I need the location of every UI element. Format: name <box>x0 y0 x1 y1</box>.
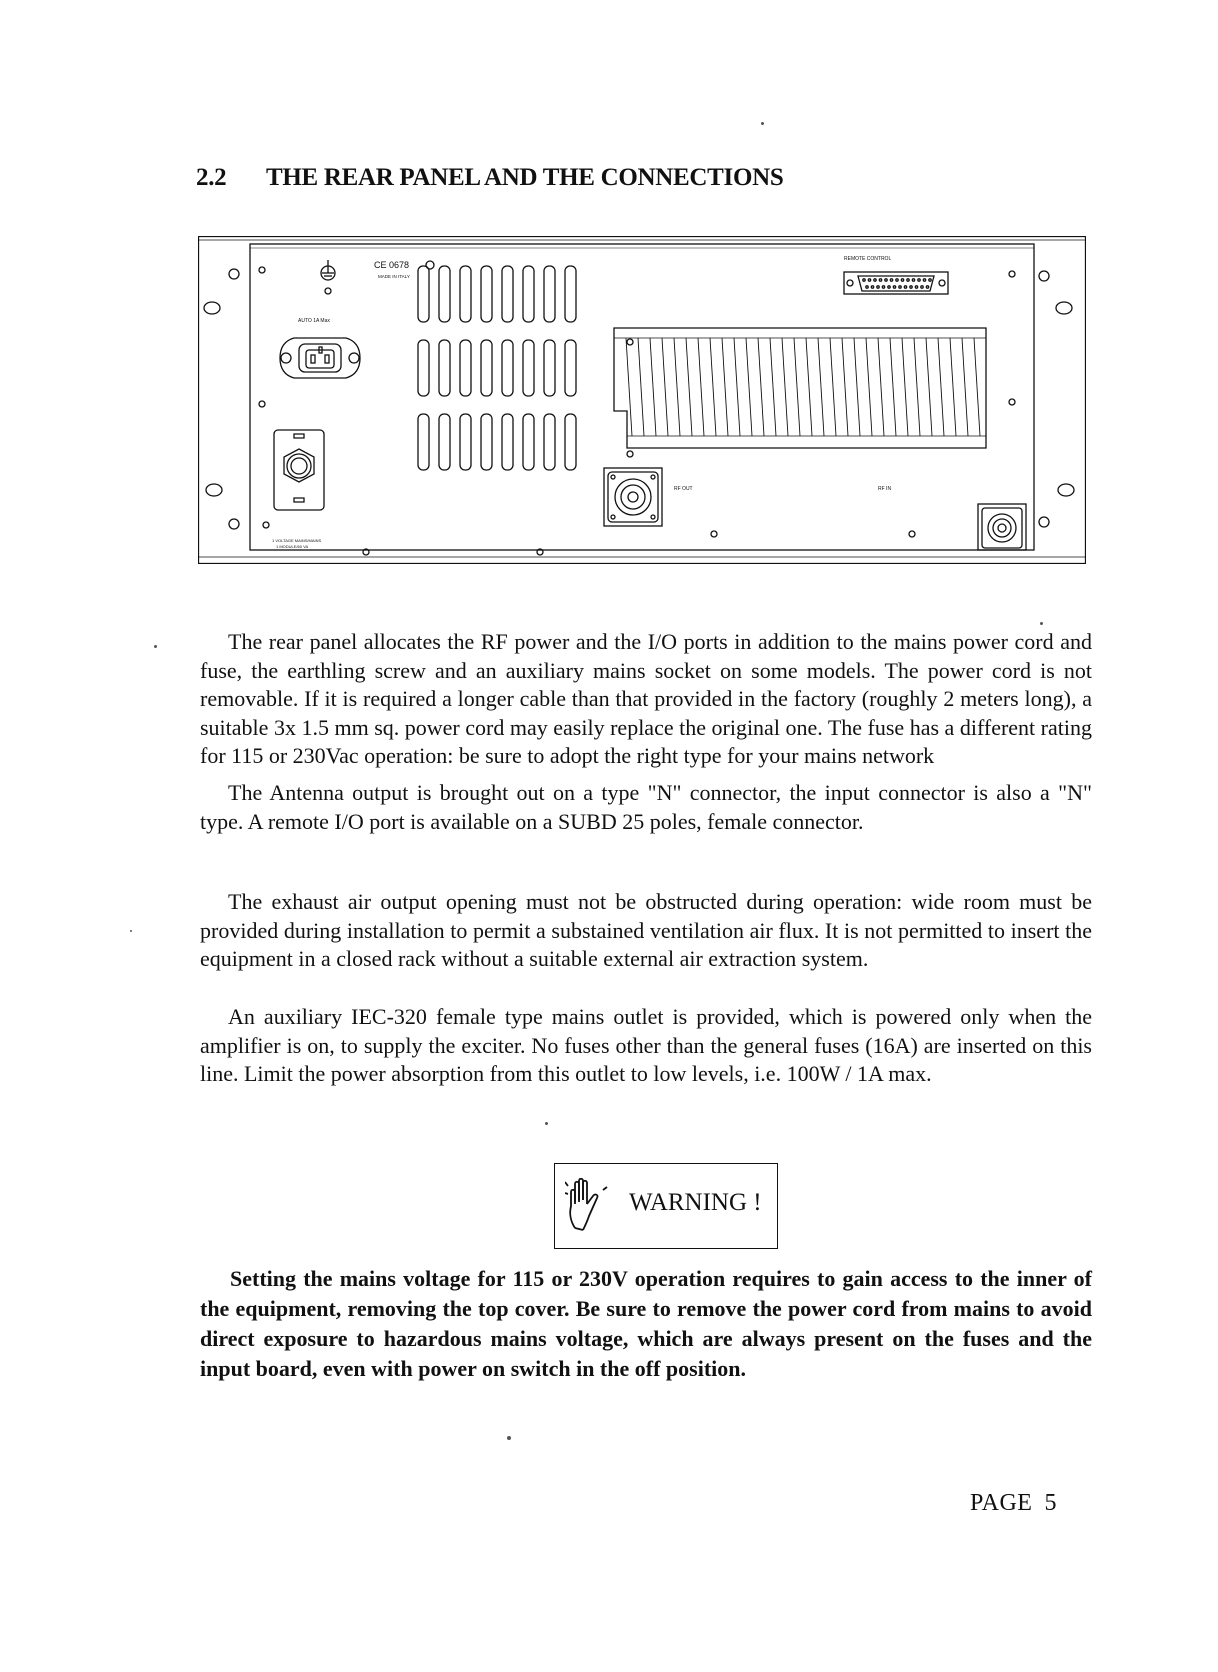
subd-pin <box>926 286 928 288</box>
vent-slot <box>502 414 513 470</box>
heatsink-fin <box>674 338 680 436</box>
vent-slot <box>418 414 429 470</box>
page-label: PAGE <box>970 1490 1033 1516</box>
vent-slot <box>523 266 534 322</box>
vent-slot <box>439 414 450 470</box>
heatsink-fin <box>758 338 764 436</box>
rf-out-label: RF OUT <box>674 486 693 492</box>
heatsink-fin <box>926 338 932 436</box>
vent-slot <box>418 266 429 322</box>
vent-slot <box>523 340 534 396</box>
heatsink-fin <box>842 338 848 436</box>
subd-pin <box>885 279 887 281</box>
subd-pin <box>910 286 912 288</box>
vent-slot <box>523 414 534 470</box>
subd-pin <box>882 286 884 288</box>
heatsink-fin <box>962 338 968 436</box>
vent-slot <box>481 340 492 396</box>
rf-in-n-connector <box>978 504 1026 550</box>
subd-pin <box>929 279 931 281</box>
vent-slot <box>502 340 513 396</box>
subd-pin <box>907 279 909 281</box>
subd25-connector <box>844 272 948 294</box>
paragraph-text: The rear panel allocates the RF power and the I/O ports in addition to the mains power cord and fuse, the earthling screw and an auxiliary mains socket on some models. The power cord is not removable. If it is required a longer cable than that provided in the factory (roughly 2 meters long), a suitable 3x 1.5 mm sq. power cord may easily replace the original one. The fuse has a different rating for 115 or 230Vac operation: be sure to adopt the right type for your mains network <box>200 629 1092 768</box>
heatsink-fin <box>902 338 908 436</box>
section-heading <box>196 164 783 192</box>
heatsink-fin <box>662 338 668 436</box>
heatsink-fin <box>794 338 800 436</box>
vent-slot <box>544 340 555 396</box>
vent-slot <box>565 340 576 396</box>
iec-power-inlet <box>280 338 360 378</box>
paragraph-exhaust <box>200 888 1092 974</box>
heatsink-fin <box>950 338 956 436</box>
vent-slot <box>439 340 450 396</box>
paragraph-aux-outlet <box>200 1003 1092 1089</box>
paragraph-rear-panel <box>200 628 1092 771</box>
heatsink-fin <box>938 338 944 436</box>
made-in-text: MADE IN ITALY <box>378 274 410 279</box>
heatsink-fin <box>854 338 860 436</box>
subd-pin <box>874 279 876 281</box>
subd-pin <box>866 286 868 288</box>
paragraph-text: The exhaust air output opening must not be obstructed during operation: wide room must be provided during installation to permit a substained ventilation air flux. It is not permitted to insert the equipment in a closed rack without a suitable external air extraction system. <box>200 889 1092 971</box>
scan-speck <box>761 122 764 125</box>
outlet-label-2: 1 MODULE/60 VA <box>276 544 309 549</box>
heatsink-fin <box>734 338 740 436</box>
subd-pin <box>921 286 923 288</box>
heatsink-fin <box>746 338 752 436</box>
heatsink-fin <box>782 338 788 436</box>
scan-speck <box>154 645 157 648</box>
vent-slot <box>418 340 429 396</box>
subd-pin <box>879 279 881 281</box>
rf-out-n-connector <box>604 468 662 526</box>
hand-stop-icon <box>565 1178 609 1234</box>
vent-slot <box>481 266 492 322</box>
aux-mains-outlet <box>274 430 324 510</box>
subd-pin <box>890 279 892 281</box>
heatsink-fin <box>806 338 812 436</box>
subd-pin <box>899 286 901 288</box>
scan-speck <box>130 930 132 932</box>
heatsink-fin <box>710 338 716 436</box>
warning-box <box>554 1163 778 1249</box>
heatsink-fin <box>974 338 980 436</box>
page-number: 5 <box>1044 1490 1057 1516</box>
heatsink-fin <box>638 338 644 436</box>
ventilation-slots <box>418 266 576 470</box>
vent-slot <box>565 266 576 322</box>
fuse-label-text: AUTO 1A Max <box>298 318 330 324</box>
paragraph-text: An auxiliary IEC-320 female type mains outlet is provided, which is powered only when the amplifier is on, to supply the exciter. No fuses other than the general fuses (16A) are inserted on this line. Limit the power absorption from this outlet to low levels, i.e. 100W / 1A max. <box>200 1004 1092 1086</box>
earth-ground-icon <box>321 260 335 280</box>
subd-pin <box>877 286 879 288</box>
vent-slot <box>565 414 576 470</box>
paragraph-antenna <box>200 779 1092 836</box>
subd-pin <box>923 279 925 281</box>
heatsink-fin <box>830 338 836 436</box>
subd-pin <box>912 279 914 281</box>
rf-in-label: RF IN <box>878 486 892 492</box>
heatsink-fin <box>878 338 884 436</box>
vent-slot <box>502 266 513 322</box>
ce-mark-text: CE 0678 <box>374 260 410 270</box>
heatsink-fin <box>866 338 872 436</box>
subd-pin <box>863 279 865 281</box>
subd-pin <box>915 286 917 288</box>
heatsink-fin <box>722 338 728 436</box>
vent-slot <box>460 266 471 322</box>
scan-speck <box>507 1436 511 1440</box>
subd-pin <box>896 279 898 281</box>
heatsink-fin <box>914 338 920 436</box>
subd-pin <box>918 279 920 281</box>
heatsink-fin <box>818 338 824 436</box>
warning-paragraph <box>200 1264 1092 1384</box>
rear-panel-figure <box>198 236 1086 564</box>
heatsink-fin <box>686 338 692 436</box>
scan-speck <box>545 1122 548 1125</box>
subd-pin <box>871 286 873 288</box>
subd-pin <box>888 286 890 288</box>
warning-text: Setting the mains voltage for 115 or 230V operation requires to gain access to the inner of the equipment, removing the top cover. Be sure to remove the power cord from mains to avoid direct exposure to hazardous mains voltage, which are always present on the fuses and the input board, even with power on switch in the off position. <box>200 1266 1092 1381</box>
paragraph-text: The Antenna output is brought out on a type "N" connector, the input connector is also a "N" type. A remote I/O port is available on a SUBD 25 poles, female connector. <box>200 780 1092 834</box>
heatsink-exhaust <box>614 328 986 448</box>
section-number: 2.2 <box>196 164 227 191</box>
vent-slot <box>460 340 471 396</box>
heatsink-fin <box>890 338 896 436</box>
section-title: THE REAR PANEL AND THE CONNECTIONS <box>266 164 784 191</box>
subd-pin <box>901 279 903 281</box>
page-footer <box>970 1490 1057 1517</box>
subd-pin <box>904 286 906 288</box>
subd-pin <box>868 279 870 281</box>
vent-slot <box>544 414 555 470</box>
vent-slot <box>460 414 471 470</box>
vent-slot <box>439 266 450 322</box>
subd-pin <box>893 286 895 288</box>
warning-label: WARNING ! <box>629 1189 762 1216</box>
scan-speck <box>1040 622 1043 625</box>
remote-control-label: REMOTE CONTROL <box>844 256 892 262</box>
heatsink-fin <box>650 338 656 436</box>
vent-slot <box>481 414 492 470</box>
heatsink-fin <box>770 338 776 436</box>
heatsink-fin <box>698 338 704 436</box>
outlet-label-1: 1 VOLTAGE MAINS/MAINS <box>272 538 322 543</box>
vent-slot <box>544 266 555 322</box>
